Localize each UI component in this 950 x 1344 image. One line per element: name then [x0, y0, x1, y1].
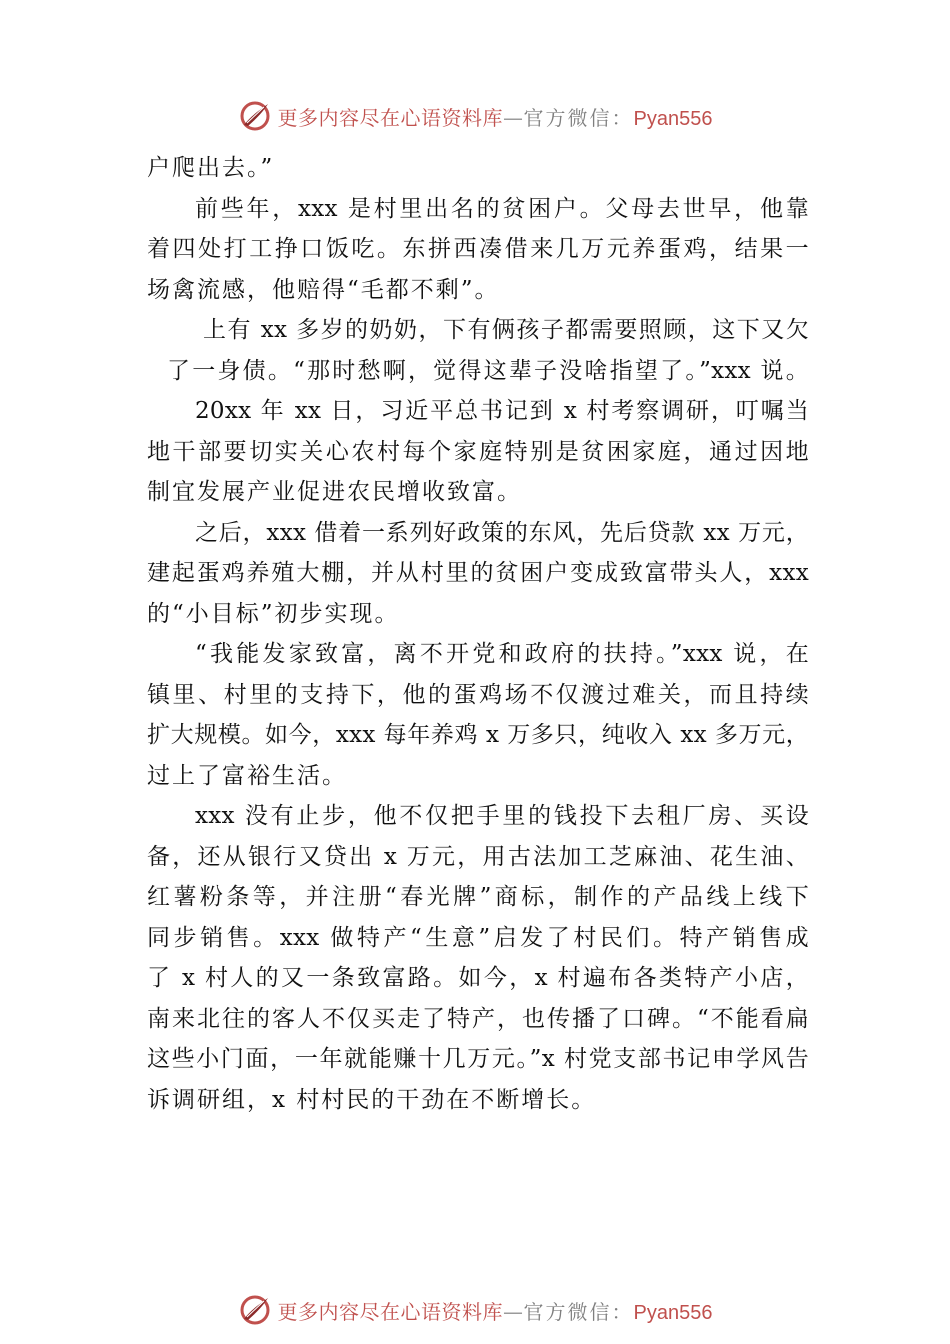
banner-wechat-label: 官方微信：	[523, 1299, 634, 1324]
banner-dash: —	[503, 105, 524, 130]
paragraph-first-line: xxx 没有止步，他不仅把手里的钱投下去租厂房、买设	[195, 803, 809, 829]
text-line: 同步销售。xxx 做特产“生意”启发了村民们。特产销售成	[147, 924, 809, 951]
text-line: 扩大规模。如今，xxx 每年养鸡 x 万多只，纯收入 xx 多万元，	[147, 722, 809, 748]
paragraph-first-line: 之后，xxx 借着一系列好政策的东风，先后贷款 xx 万元，	[195, 519, 809, 546]
banner-dash: —	[503, 1299, 524, 1324]
text-line: 场禽流感，他赔得“毛都不剩”。	[147, 276, 500, 303]
quill-ribbon-icon	[238, 1293, 272, 1327]
paragraph-first-line: 上有 xx 多岁的奶奶，下有俩孩子都需要照顾，这下又欠	[203, 317, 809, 343]
text-line: 的“小目标”初步实现。	[147, 600, 400, 627]
text-line: 诉调研组，x 村村民的干劲在不断增长。	[147, 1086, 597, 1113]
text-line: 了一身债。“那时愁啊，觉得这辈子没啥指望了。”xxx 说。	[167, 357, 809, 384]
document-body	[147, 148, 809, 1120]
text-line: 建起蛋鸡养殖大棚，并从村里的贫困户变成致富带头人，xxx	[147, 560, 809, 586]
text-line: 地干部要切实关心农村每个家庭特别是贫困家庭，通过因地	[147, 438, 809, 465]
text-line: 红薯粉条等，并注册“春光牌”商标，制作的产品线上线下	[147, 884, 809, 910]
header-banner	[0, 96, 950, 136]
text-line: 户爬出去。”	[147, 155, 275, 181]
text-line: 着四处打工挣口饭吃。东拼西凑借来几万元养蛋鸡，结果一	[147, 236, 809, 262]
banner-wechat-label: 官方微信：	[523, 105, 634, 130]
banner-wechat-id: Pyan556	[633, 107, 713, 130]
banner-library-name: 更多内容尽在心语资料库	[277, 105, 504, 130]
text-line: 过上了富裕生活。	[147, 762, 347, 789]
text-line: 镇里、村里的支持下，他的蛋鸡场不仅渡过难关，而且持续	[147, 681, 809, 708]
banner-text	[278, 102, 713, 131]
footer-banner	[0, 1290, 950, 1330]
text-line: 这些小门面，一年就能赚十几万元。”x 村党支部书记申学风告	[147, 1046, 809, 1072]
banner-wechat-id: Pyan556	[633, 1301, 713, 1324]
text-line: 南来北往的客人不仅买走了特产，也传播了口碑。“不能看扁	[147, 1005, 809, 1032]
text-line: 备，还从银行又贷出 x 万元，用古法加工芝麻油、花生油、	[147, 843, 809, 870]
banner-library-name: 更多内容尽在心语资料库	[277, 1299, 504, 1324]
paragraph-first-line: “我能发家致富，离不开党和政府的扶持。”xxx 说，在	[195, 641, 809, 667]
paragraph-first-line: 前些年，xxx 是村里出名的贫困户。父母去世早，他靠	[195, 195, 809, 222]
quill-ribbon-icon	[238, 99, 272, 133]
paragraph-first-line: 20xx 年 xx 日，习近平总书记到 x 村考察调研，叮嘱当	[195, 398, 809, 424]
text-line: 制宜发展产业促进农民增收致富。	[147, 479, 522, 505]
text-line: 了 x 村人的又一条致富路。如今，x 村遍布各类特产小店，	[147, 965, 809, 991]
banner-text	[278, 1296, 713, 1325]
